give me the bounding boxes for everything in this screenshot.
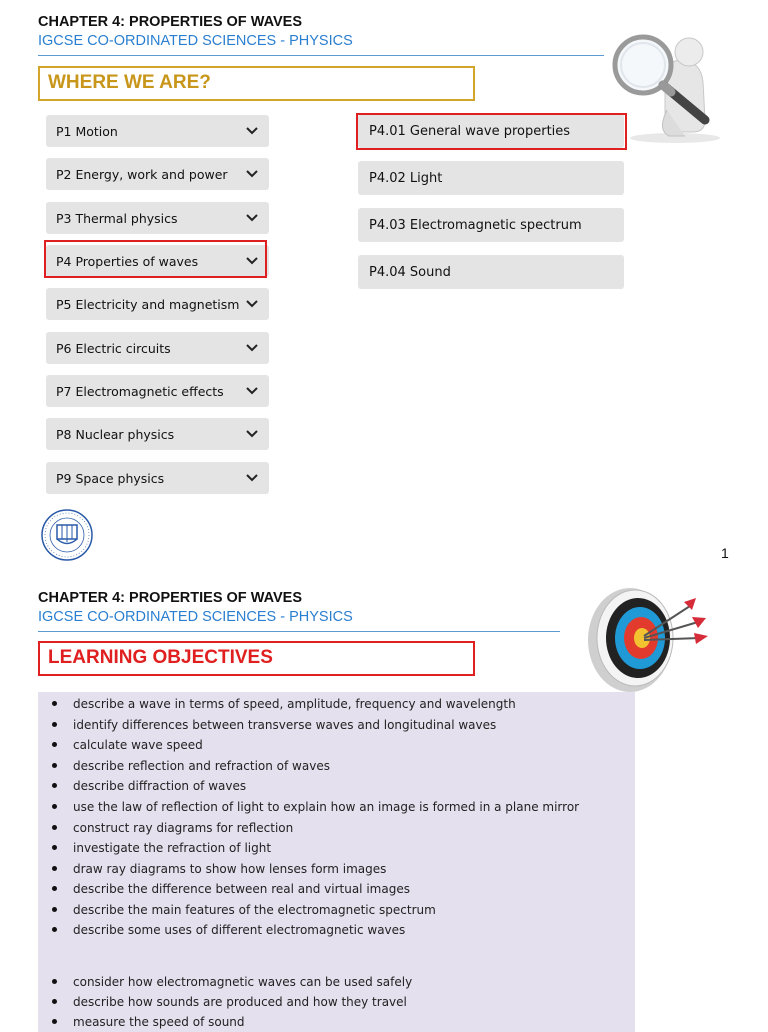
- chevron-down-icon: [243, 339, 261, 357]
- submenu-item-p4-02[interactable]: [358, 161, 624, 195]
- menu-item-label: P7 Electromagnetic effects: [56, 383, 224, 399]
- menu-item-p1[interactable]: [46, 115, 269, 147]
- menu-item-label: P1 Motion: [56, 123, 118, 139]
- chevron-down-icon: [243, 425, 261, 443]
- bullet-icon: [52, 783, 57, 788]
- menu-item-p4[interactable]: [46, 245, 269, 277]
- menu-item-p7[interactable]: [46, 375, 269, 407]
- list-item: describe the difference between real and virtual images: [52, 882, 410, 896]
- page-number: 1: [721, 545, 729, 561]
- menu-item-label: P5 Electricity and magnetism: [56, 296, 240, 312]
- page2-course-subtitle: IGCSE CO-ORDINATED SCIENCES - PHYSICS: [38, 609, 353, 625]
- learning-objectives-heading: LEARNING OBJECTIVES: [38, 641, 475, 676]
- menu-item-label: P6 Electric circuits: [56, 340, 171, 356]
- page2-divider: [38, 631, 560, 632]
- submenu-item-label: P4.02 Light: [369, 170, 443, 186]
- list-item: use the law of reflection of light to explain how an image is formed in a plane mirror: [52, 800, 579, 814]
- menu-item-label: P9 Space physics: [56, 470, 165, 486]
- menu-item-p3[interactable]: [46, 202, 269, 234]
- bullet-icon: [52, 999, 57, 1004]
- bullet-icon: [52, 979, 57, 984]
- page2-chapter-title: CHAPTER 4: PROPERTIES OF WAVES: [38, 590, 302, 606]
- menu-item-label: P4 Properties of waves: [56, 253, 199, 269]
- list-item: consider how electromagnetic waves can be used safely: [52, 975, 412, 989]
- menu-item-label: P3 Thermal physics: [56, 210, 178, 226]
- list-item: calculate wave speed: [52, 738, 203, 752]
- menu-item-label: P2 Energy, work and power: [56, 166, 228, 182]
- list-item: describe a wave in terms of speed, amplitude, frequency and wavelength: [52, 697, 516, 711]
- list-item: describe the main features of the electromagnetic spectrum: [52, 903, 436, 917]
- list-item: describe diffraction of waves: [52, 779, 246, 793]
- bullet-icon: [52, 907, 57, 912]
- bullet-icon: [52, 701, 57, 706]
- chevron-down-icon: [243, 209, 261, 227]
- menu-item-p5[interactable]: [46, 288, 269, 320]
- list-item: draw ray diagrams to show how lenses form images: [52, 862, 386, 876]
- target-arrows-icon: [580, 584, 720, 696]
- submenu-item-label: P4.03 Electromagnetic spectrum: [369, 217, 582, 233]
- bullet-icon: [52, 886, 57, 891]
- list-item: construct ray diagrams for reflection: [52, 821, 293, 835]
- submenu-item-label: P4.01 General wave properties: [369, 123, 571, 139]
- menu-item-p9[interactable]: [46, 462, 269, 494]
- list-item: describe how sounds are produced and how they travel: [52, 995, 407, 1009]
- menu-item-p8[interactable]: [46, 418, 269, 450]
- submenu-item-p4-03[interactable]: [358, 208, 624, 242]
- list-item: describe reflection and refraction of waves: [52, 759, 330, 773]
- page1-course-subtitle: IGCSE CO-ORDINATED SCIENCES - PHYSICS: [38, 33, 353, 49]
- menu-item-label: P8 Nuclear physics: [56, 426, 175, 442]
- submenu-item-p4-04[interactable]: [358, 255, 624, 289]
- submenu-item-label: P4.04 Sound: [369, 264, 451, 280]
- bullet-icon: [52, 742, 57, 747]
- chevron-down-icon: [243, 382, 261, 400]
- list-item: measure the speed of sound: [52, 1015, 245, 1029]
- chevron-down-icon: [243, 295, 261, 313]
- list-item: investigate the refraction of light: [52, 841, 271, 855]
- bullet-icon: [52, 927, 57, 932]
- list-item: describe some uses of different electromagnetic waves: [52, 923, 405, 937]
- where-we-are-heading: WHERE WE ARE?: [38, 66, 475, 101]
- page1-chapter-title: CHAPTER 4: PROPERTIES OF WAVES: [38, 14, 302, 30]
- bullet-icon: [52, 825, 57, 830]
- submenu-item-p4-01[interactable]: [358, 114, 624, 148]
- chevron-down-icon: [243, 252, 261, 270]
- chevron-down-icon: [243, 469, 261, 487]
- menu-item-p2[interactable]: [46, 158, 269, 190]
- bullet-icon: [52, 763, 57, 768]
- school-seal-logo: [40, 508, 94, 562]
- bullet-icon: [52, 845, 57, 850]
- bullet-icon: [52, 866, 57, 871]
- list-item: identify differences between transverse waves and longitudinal waves: [52, 718, 496, 732]
- bullet-icon: [52, 722, 57, 727]
- chevron-down-icon: [243, 165, 261, 183]
- page1-divider: [38, 55, 604, 56]
- bullet-icon: [52, 1019, 57, 1024]
- chevron-down-icon: [243, 122, 261, 140]
- bullet-icon: [52, 804, 57, 809]
- menu-item-p6[interactable]: [46, 332, 269, 364]
